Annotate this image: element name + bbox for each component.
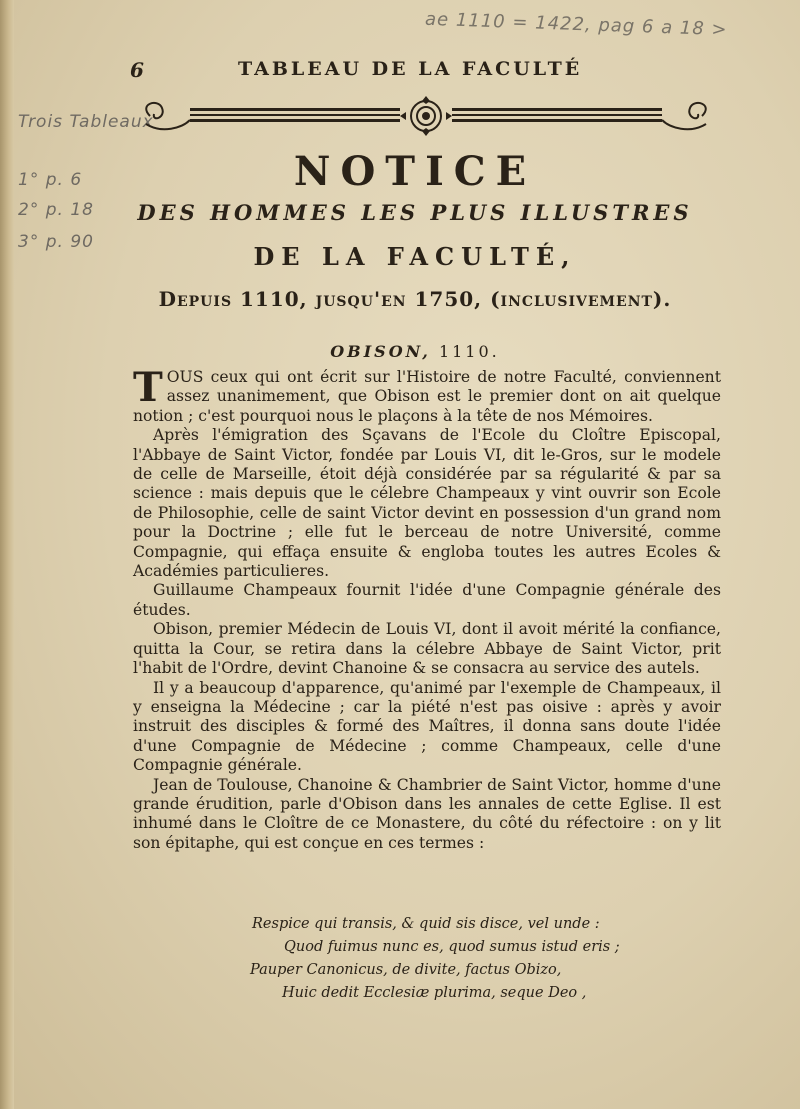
paragraph: Guillaume Champeaux fournit l'idée d'une Compagnie générale des études. <box>133 581 721 619</box>
section-name: OBISON, <box>330 342 431 361</box>
paragraph: Jean de Toulouse, Chanoine & Chambrier de Saint Victor, homme d'une grande érudition, parle d'Obison dans les annales de cette Eglise. Il est inhumé dans le Cloître de ce Monastere, du côté du réfectoire : on y lit son épitaphe, qui est conçue en ces termes : <box>133 775 721 852</box>
epitaph-line: Huic dedit Ecclesiæ plurima, seque Deo , <box>282 985 587 1001</box>
drop-cap: T <box>133 364 163 411</box>
notice-title: NOTICE <box>293 148 537 195</box>
paragraph: Après l'émigration des Sçavans de l'Ecole du Cloître Episcopal, l'Abbaye de Saint Victor, fondée par Louis VI, dit le-Gros, sur le modele de celle de Marseille, étoit déjà considérée par sa régularité & par sa science : mais depuis que le célebre Champeaux y vint ouvrir son Ecole de Philosophie, celle de saint Victor devint en possession d'un grand nom pour la Doctrine ; elle fut le berceau de notre Université, comme Compagnie, qui effaça ensuite & engloba toutes les autres Ecoles & Académies particulieres. <box>133 426 721 581</box>
subtitle-line-1: DES HOMMES LES PLUS ILLUSTRES <box>137 200 693 225</box>
epitaph <box>190 913 670 1005</box>
pencil-note-side-3: 2° p. 18 <box>18 200 94 220</box>
section-year: 1110. <box>438 342 500 361</box>
running-title: TABLEAU DE LA FACULTÉ <box>238 58 583 80</box>
ornament-icon <box>132 94 720 138</box>
paragraph: TOUS ceux qui ont écrit sur l'Histoire de notre Faculté, conviennent assez unanimement, que Obison est le premier dont on ait quelque notion ; c'est pourquoi nous le plaçons à la tête de nos Mémoires. <box>133 364 721 425</box>
section-heading <box>0 342 800 361</box>
pencil-note-top: ae 1110 = 1422, pag 6 a 18 > <box>424 8 728 41</box>
subtitle-line-2: DE LA FACULTÉ, <box>253 242 577 271</box>
page-number: 6 <box>130 58 144 82</box>
paragraph: Obison, premier Médecin de Louis VI, dont il avoit mérité la confiance, quitta la Cour, se retira dans la célebre Abbaye de Saint Victor, prit l'habit de l'Ordre, devint Chanoine & se consacra au service des autels. <box>133 620 721 678</box>
subtitle-line-3: Depuis 1110, jusqu'en 1750, (inclusivement). <box>158 287 672 311</box>
epitaph-line: Quod fuimus nunc es, quod sumus istud eris ; <box>284 939 620 955</box>
epitaph-line: Pauper Canonicus, de divite, factus Obizo, <box>250 962 562 978</box>
body-text <box>133 364 721 853</box>
pencil-note-side-4: 3° p. 90 <box>18 232 94 252</box>
pencil-note-side-1: Trois Tableaux <box>18 112 154 132</box>
paragraph: Il y a beaucoup d'apparence, qu'animé par l'exemple de Champeaux, il y enseigna la Médecine ; car la piété n'est pas oisive : après y avoir instruit des disciples & formé des Maîtres, il donna sans doute l'idée d'une Compagnie de Médecine ; comme Champeaux, celle d'une Compagnie générale. <box>133 678 721 775</box>
epitaph-line: Respice qui transis, & quid sis disce, vel unde : <box>252 916 600 932</box>
pencil-note-side-2: 1° p. 6 <box>18 170 83 190</box>
